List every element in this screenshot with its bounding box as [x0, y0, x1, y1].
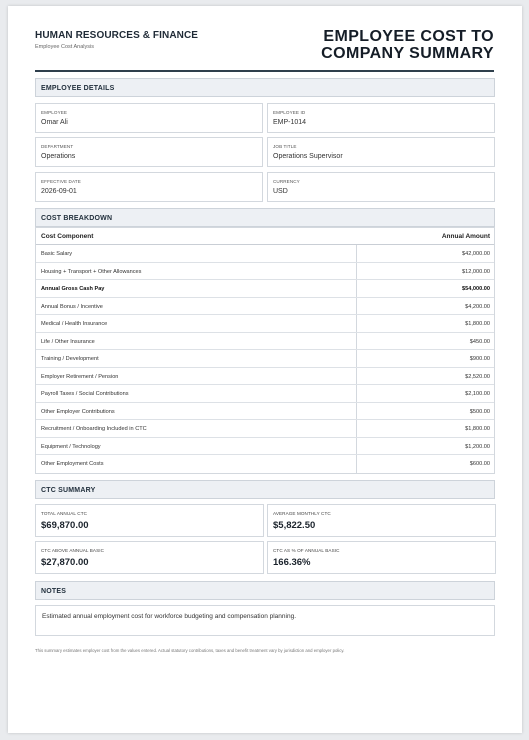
header-divider — [35, 70, 494, 72]
summary-label: TOTAL ANNUAL CTC — [41, 511, 88, 516]
summary-value: $5,822.50 — [273, 520, 316, 531]
document-title — [321, 28, 494, 62]
summary-value: $69,870.00 — [41, 520, 89, 531]
cost-component: Recruitment / Onboarding Included in CTC — [41, 426, 147, 432]
annual-amount: $2,520.00 — [465, 373, 490, 380]
title-line-1: EMPLOYEE COST TO — [323, 28, 494, 45]
field-value: Operations — [41, 153, 76, 160]
org-subtitle: Employee Cost Analysis — [35, 44, 94, 50]
field-label: CURRENCY — [273, 179, 300, 184]
job-title-field — [267, 137, 495, 167]
employee-id-field — [267, 103, 495, 133]
table-header-row — [36, 228, 494, 245]
department-field — [35, 137, 263, 167]
title-line-2: COMPANY SUMMARY — [321, 45, 494, 62]
annual-amount: $600.00 — [469, 461, 490, 467]
cost-component: Basic Salary — [41, 251, 73, 257]
cost-breakdown-table — [35, 227, 495, 474]
cost-component: Other Employment Costs — [41, 461, 104, 467]
table-row — [36, 420, 494, 438]
annual-amount: $500.00 — [469, 408, 490, 415]
table-row — [36, 385, 494, 403]
table-row — [36, 403, 494, 421]
annual-amount: $2,100.00 — [465, 391, 490, 397]
column-header-amount: Annual Amount — [441, 233, 490, 240]
summary-label: AVERAGE MONTHLY CTC — [273, 511, 331, 516]
document-header — [35, 28, 494, 74]
table-row — [36, 438, 494, 456]
summary-label: CTC ABOVE ANNUAL BASIC — [41, 548, 105, 553]
field-value: 2026-09-01 — [41, 188, 77, 195]
effective-date-field — [35, 172, 263, 202]
field-label: EMPLOYEE — [41, 110, 68, 115]
table-row — [36, 315, 494, 333]
employee-field — [35, 103, 263, 133]
annual-amount: $1,200.00 — [465, 443, 490, 450]
cost-component: Training / Development — [41, 356, 99, 362]
cost-breakdown-heading: COST BREAKDOWN — [35, 208, 495, 227]
cost-component: Annual Bonus / Incentive — [41, 303, 103, 310]
notes-text: Estimated annual employment cost for workforce budgeting and compensation planning. — [42, 613, 297, 620]
annual-amount: $450.00 — [469, 338, 490, 345]
table-row — [36, 245, 494, 263]
total-annual-ctc-card — [35, 504, 264, 537]
summary-label: CTC AS % OF ANNUAL BASIC — [273, 548, 340, 553]
cost-component: Annual Gross Cash Pay — [41, 286, 105, 292]
summary-value: 166.36% — [273, 557, 311, 568]
annual-amount: $54,000.00 — [462, 286, 490, 292]
annual-amount: $1,800.00 — [465, 426, 490, 432]
ctc-above-basic-card — [35, 541, 264, 574]
cost-component: Life / Other Insurance — [41, 338, 95, 345]
field-label: EMPLOYEE ID — [273, 110, 306, 115]
ctc-summary-heading: CTC SUMMARY — [35, 480, 495, 499]
table-row-subtotal — [36, 280, 494, 298]
summary-value: $27,870.00 — [41, 557, 89, 568]
cost-component: Equipment / Technology — [41, 443, 101, 450]
field-label: EFFECTIVE DATE — [41, 179, 81, 184]
document-page — [8, 6, 522, 733]
table-row — [36, 455, 494, 473]
field-value: Omar Ali — [41, 119, 68, 126]
disclaimer-text: This summary estimates employer cost from the values entered. Actual statutory contributions, taxes and benefit treatment vary by jurisdiction and employer policy. — [35, 648, 345, 653]
notes-heading: NOTES — [35, 581, 495, 600]
org-name: HUMAN RESOURCES & FINANCE — [35, 30, 199, 41]
cost-component: Employer Retirement / Pension — [41, 373, 119, 380]
cost-component: Other Employer Contributions — [41, 408, 115, 415]
annual-amount: $4,200.00 — [465, 303, 490, 310]
field-value: USD — [273, 188, 288, 195]
field-value: EMP-1014 — [273, 119, 307, 126]
employee-details-heading: EMPLOYEE DETAILS — [35, 78, 495, 97]
notes-box — [35, 605, 495, 636]
table-row — [36, 263, 494, 281]
field-value: Operations Supervisor — [273, 153, 343, 160]
column-header-component: Cost Component — [41, 233, 94, 240]
annual-amount: $42,000.00 — [462, 251, 490, 257]
cost-component: Payroll Taxes / Social Contributions — [41, 391, 129, 397]
table-row — [36, 298, 494, 316]
ctc-percent-basic-card — [267, 541, 496, 574]
annual-amount: $12,000.00 — [462, 268, 490, 275]
currency-field — [267, 172, 495, 202]
table-row — [36, 350, 494, 368]
field-label: DEPARTMENT — [41, 144, 74, 149]
field-label: JOB TITLE — [273, 144, 297, 149]
table-row — [36, 333, 494, 351]
cost-component: Medical / Health Insurance — [41, 321, 108, 327]
cost-component: Housing + Transport + Other Allowances — [41, 268, 142, 275]
average-monthly-ctc-card — [267, 504, 496, 537]
annual-amount: $900.00 — [469, 356, 490, 362]
table-row — [36, 368, 494, 386]
annual-amount: $1,800.00 — [465, 321, 490, 327]
